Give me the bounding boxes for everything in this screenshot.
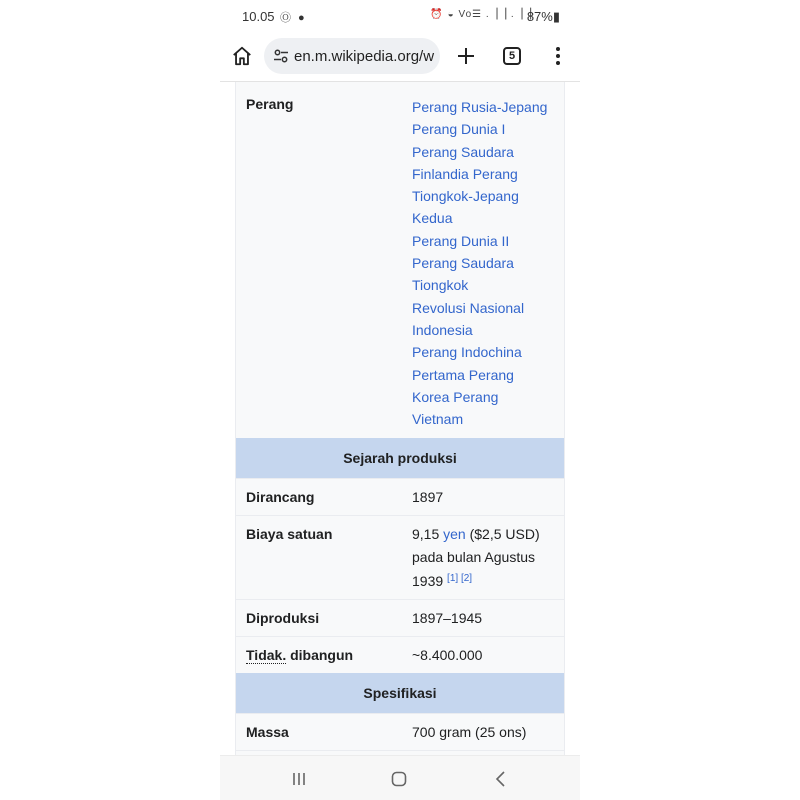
url-text: en.m.wikipedia.org/w (294, 47, 435, 65)
more-options-button[interactable] (544, 42, 572, 70)
section-header-specifications: Spesifikasi (236, 673, 564, 713)
battery-indicator: 87%▮ (526, 9, 560, 24)
signal-icons: ⏰ ◒ Vo☰ .▕▕ .▕▕ (430, 9, 532, 20)
war-links (402, 82, 564, 438)
site-settings-icon[interactable] (272, 47, 290, 65)
war-link[interactable]: Perang Dunia II (412, 232, 510, 249)
war-link[interactable]: Tiongkok-Jepang (412, 188, 519, 205)
row-value: ~8.400.000 (412, 647, 483, 664)
tab-switcher-button[interactable] (498, 42, 526, 70)
recent-apps-button[interactable] (287, 768, 311, 790)
status-time: 10.05 (242, 9, 275, 24)
war-link[interactable]: Perang Dunia I (412, 121, 506, 138)
row-value: 1897 (412, 489, 444, 506)
plus-icon (456, 46, 476, 66)
home-nav-button[interactable] (387, 768, 411, 790)
war-link[interactable]: Finlandia Perang (412, 165, 518, 182)
row-value: 700 gram (25 ons) (412, 724, 527, 741)
infobox-row-unit-cost (236, 515, 564, 599)
home-button[interactable] (228, 42, 256, 70)
war-link[interactable]: Perang Saudara (412, 143, 514, 160)
recent-apps-icon (291, 771, 307, 787)
infobox-row-mass (236, 713, 564, 750)
phone-screen (220, 0, 580, 800)
page-content[interactable] (220, 82, 580, 755)
row-label-rest: dibangun (286, 647, 354, 664)
reference-link[interactable]: [2] (460, 573, 473, 585)
infobox-row-designed (236, 478, 564, 515)
row-label: Massa (246, 724, 289, 741)
war-link[interactable]: Perang Indochina (412, 344, 522, 361)
address-bar[interactable] (264, 38, 440, 74)
war-link[interactable]: Tiongkok (412, 277, 469, 294)
row-label: Biaya satuan (246, 526, 333, 543)
back-button[interactable] (489, 768, 513, 790)
war-link[interactable]: Kedua (412, 210, 453, 227)
infobox-row-built (236, 636, 564, 673)
cost-date-line: pada bulan Agustus (412, 548, 535, 565)
infobox-row-wars (236, 82, 564, 438)
cost-usd: ($2,5 USD) (465, 526, 540, 543)
war-link[interactable]: Vietnam (412, 411, 464, 428)
war-link[interactable]: Korea Perang (412, 388, 499, 405)
row-value: 1897–1945 (412, 610, 483, 627)
war-link[interactable]: Revolusi Nasional (412, 299, 525, 316)
browser-toolbar (220, 32, 580, 82)
row-label: Perang (246, 96, 294, 112)
war-link[interactable]: Pertama Perang (412, 366, 514, 383)
tab-count: 5 (508, 50, 516, 62)
war-link[interactable]: Perang Rusia-Jepang (412, 99, 548, 115)
home-icon (231, 45, 253, 67)
section-header-production: Sejarah produksi (236, 438, 564, 478)
yen-link[interactable]: yen (443, 526, 466, 543)
cost-year: 1939 (412, 573, 448, 590)
reference-link[interactable]: [1] (447, 573, 459, 585)
back-icon (495, 771, 507, 787)
row-value (402, 516, 564, 599)
home-icon (391, 771, 407, 787)
war-link[interactable]: Indonesia (412, 321, 473, 338)
infobox-row-produced (236, 599, 564, 636)
row-label (236, 637, 402, 673)
tab-switcher-icon (503, 47, 521, 65)
system-nav-bar (220, 755, 580, 800)
abbreviation[interactable]: Tidak. (246, 647, 287, 664)
war-link[interactable]: Perang Saudara (412, 255, 514, 272)
more-vert-icon (555, 46, 561, 66)
notification-icons: Ⓞ ● (280, 12, 307, 24)
status-bar (220, 0, 580, 32)
infobox (235, 82, 565, 787)
row-label: Dirancang (246, 489, 315, 506)
new-tab-button[interactable] (452, 42, 480, 70)
row-label: Diproduksi (246, 610, 320, 627)
cost-prefix: 9,15 (412, 526, 444, 543)
